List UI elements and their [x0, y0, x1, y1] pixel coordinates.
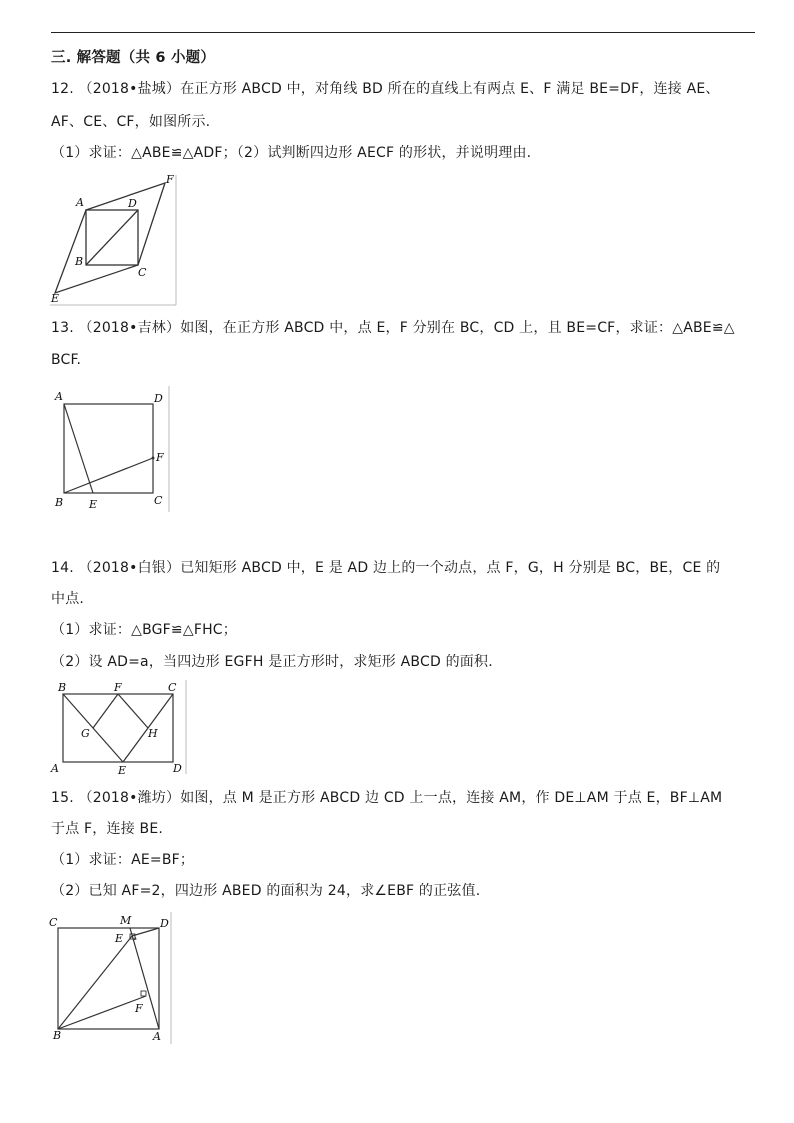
- fig15-label-c: C: [49, 916, 58, 929]
- problem-14-line-2: 中点.: [51, 591, 85, 607]
- fig14-label-h: H: [148, 727, 158, 740]
- fig14-label-c: C: [168, 681, 177, 694]
- fig12-label-f: F: [166, 175, 174, 186]
- fig15-label-e: E: [115, 932, 124, 945]
- fig15-label-a: A: [153, 1030, 161, 1043]
- fig14-label-e: E: [118, 764, 127, 776]
- problem-14-line-1: 14. （2018•白银）已知矩形 ABCD 中，E 是 AD 边上的一个动点，点 F，G，H 分别是 BC，BE，CE 的: [51, 560, 721, 576]
- fig12-label-c: C: [138, 266, 147, 279]
- fig14-label-f: F: [114, 681, 122, 694]
- problem-15-line-3: （1）求证：AE=BF；: [51, 852, 195, 868]
- fig15-label-d: D: [160, 917, 169, 930]
- section-title: 三. 解答题（共 6 小题）: [51, 50, 216, 66]
- fig14-label-d: D: [173, 762, 182, 775]
- fig12-label-a: A: [76, 196, 84, 209]
- fig13-label-c: C: [154, 494, 163, 507]
- fig13-label-b: B: [55, 496, 64, 509]
- fig14-label-a: A: [51, 762, 59, 775]
- problem-13-line-1: 13. （2018•吉林）如图，在正方形 ABCD 中，点 E，F 分别在 BC，CD 上，且 BE=CF，求证：△ABE≌△: [51, 320, 735, 336]
- fig12-label-b: B: [75, 255, 84, 268]
- fig14-label-g: G: [81, 727, 90, 740]
- fig15-label-m: M: [120, 914, 132, 927]
- fig13-label-a: A: [55, 390, 63, 403]
- figure-14: [48, 680, 190, 776]
- problem-15-line-2: 于点 F，连接 BE.: [51, 821, 164, 837]
- figure-15: [46, 912, 176, 1046]
- problem-13-line-2: BCF.: [51, 352, 82, 368]
- fig13-label-f: F: [156, 451, 164, 464]
- problem-14-line-3: （1）求证：△BGF≌△FHC；: [51, 622, 237, 638]
- fig13-label-d: D: [154, 392, 163, 405]
- fig15-label-f: F: [135, 1002, 143, 1015]
- problem-14-line-4: （2）设 AD=a，当四边形 EGFH 是正方形时，求矩形 ABCD 的面积.: [51, 654, 493, 670]
- problem-15-line-4: （2）已知 AF=2，四边形 ABED 的面积为 24，求∠EBF 的正弦值.: [51, 883, 481, 899]
- fig15-label-b: B: [53, 1029, 62, 1042]
- problem-12-line-3: （1）求证：△ABE≌△ADF；（2）试判断四边形 AECF 的形状，并说明理由.: [51, 145, 532, 161]
- figure-13: [50, 386, 174, 514]
- fig12-label-d: D: [128, 197, 137, 210]
- top-rule: [51, 32, 755, 33]
- problem-12-line-1: 12. （2018•盐城）在正方形 ABCD 中，对角线 BD 所在的直线上有两点 E、F 满足 BE=DF，连接 AE、: [51, 81, 720, 97]
- figure-12: [48, 175, 180, 309]
- fig14-label-b: B: [58, 681, 67, 694]
- problem-12-line-2: AF、CE、CF，如图所示.: [51, 114, 211, 130]
- fig13-label-e: E: [89, 498, 98, 511]
- fig12-label-e: E: [51, 292, 60, 305]
- problem-15-line-1: 15. （2018•潍坊）如图，点 M 是正方形 ABCD 边 CD 上一点，连接 AM，作 DE⊥AM 于点 E，BF⊥AM: [51, 790, 723, 806]
